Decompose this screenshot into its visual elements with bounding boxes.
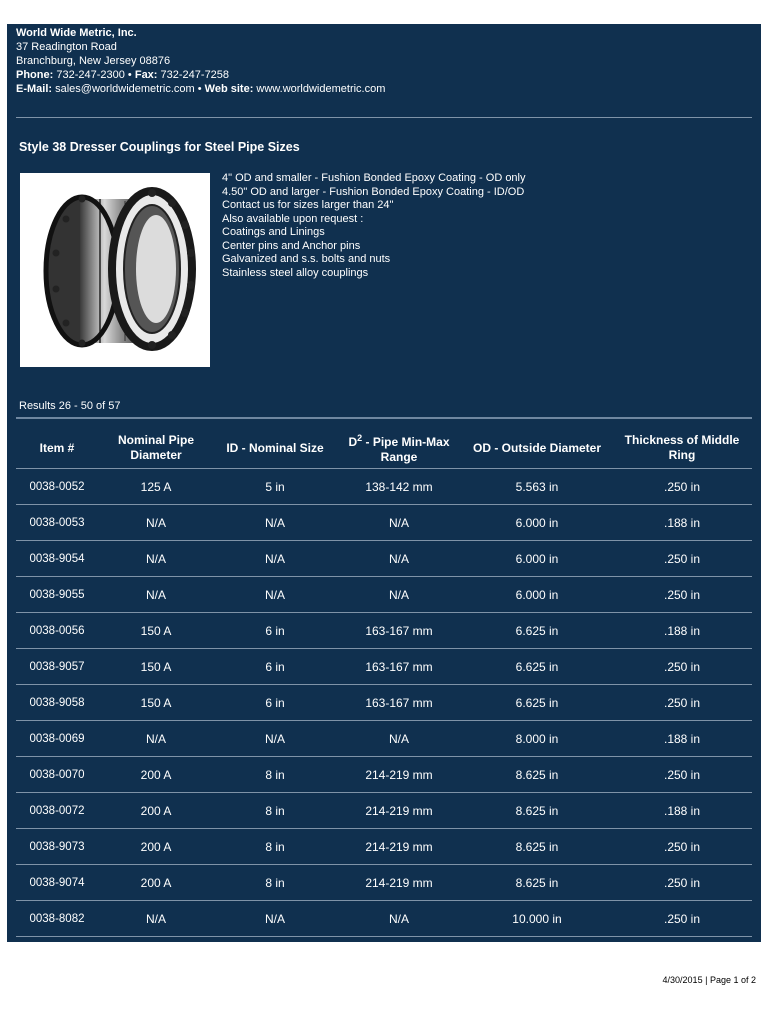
header-nominal-diameter[interactable]: Nominal Pipe Diameter <box>98 428 214 469</box>
cell-thickness: .250 in <box>612 577 752 613</box>
cell-thickness: .188 in <box>612 505 752 541</box>
cell-range: N/A <box>336 577 462 613</box>
cell-od: 6.000 in <box>462 577 612 613</box>
table-row[interactable] <box>16 793 752 829</box>
cell-id: N/A <box>214 721 336 757</box>
product-photo <box>20 173 210 367</box>
cell-thickness: .188 in <box>612 793 752 829</box>
cell-nominal: N/A <box>98 901 214 937</box>
feature-item: Stainless steel alloy couplings <box>222 266 369 279</box>
cell-id: 8 in <box>214 757 336 793</box>
cell-thickness: .250 in <box>612 901 752 937</box>
footer-date: 4/30/2015 <box>662 975 703 985</box>
cell-thickness: .250 in <box>612 685 752 721</box>
cell-thickness: .250 in <box>612 469 752 505</box>
table-row[interactable] <box>16 685 752 721</box>
cell-id: N/A <box>214 901 336 937</box>
cell-od: 8.625 in <box>462 793 612 829</box>
table-row[interactable] <box>16 649 752 685</box>
table-row[interactable] <box>16 757 752 793</box>
table-row[interactable] <box>16 577 752 613</box>
cell-item: 0038-0069 <box>16 721 98 757</box>
header-pipe-range-prefix: D <box>348 435 358 449</box>
cell-thickness: .250 in <box>612 541 752 577</box>
fax-label: Fax: <box>134 69 158 81</box>
cell-nominal: 200 A <box>98 829 214 865</box>
cell-od: 8.625 in <box>462 829 612 865</box>
company-info <box>16 26 385 96</box>
phone-label: Phone: <box>16 69 54 81</box>
footer-separator: | <box>705 975 708 985</box>
table-header-row <box>16 428 752 469</box>
table-row[interactable] <box>16 541 752 577</box>
cell-thickness: .250 in <box>612 649 752 685</box>
cell-item: 0038-9054 <box>16 541 98 577</box>
bullet-separator: • <box>127 69 132 81</box>
cell-range: 138-142 mm <box>336 469 462 505</box>
phone-number: 732-247-2300 <box>56 69 125 81</box>
cell-item: 0038-9073 <box>16 829 98 865</box>
table-row[interactable] <box>16 865 752 901</box>
cell-nominal: N/A <box>98 721 214 757</box>
cell-nominal: 200 A <box>98 865 214 901</box>
cell-nominal: N/A <box>98 505 214 541</box>
cell-range: N/A <box>336 505 462 541</box>
cell-od: 6.625 in <box>462 685 612 721</box>
cell-nominal: 150 A <box>98 613 214 649</box>
contact-email-web <box>16 82 385 96</box>
header-divider <box>16 117 752 118</box>
cell-thickness: .250 in <box>612 865 752 901</box>
cell-range: 214-219 mm <box>336 757 462 793</box>
cell-id: N/A <box>214 541 336 577</box>
cell-item: 0038-9057 <box>16 649 98 685</box>
cell-od: 8.000 in <box>462 721 612 757</box>
feature-item: Galvanized and s.s. bolts and nuts <box>222 253 391 265</box>
cell-id: 6 in <box>214 649 336 685</box>
header-pipe-range-text: - Pipe Min-Max Range <box>362 435 450 464</box>
feature-item: 4" OD and smaller - Fushion Bonded Epoxy Coating - OD only <box>222 172 526 184</box>
header-ring-thickness[interactable]: Thickness of Middle Ring <box>612 428 752 469</box>
cell-id: N/A <box>214 505 336 541</box>
cell-item: 0038-9074 <box>16 865 98 901</box>
cell-id: 8 in <box>214 829 336 865</box>
header-pipe-range[interactable] <box>336 428 462 469</box>
results-divider <box>16 417 752 419</box>
table-row[interactable] <box>16 901 752 937</box>
feature-item: Coatings and Linings <box>222 226 325 238</box>
results-count: Results 26 - 50 of 57 <box>19 400 121 412</box>
content-panel <box>7 24 761 942</box>
feature-item: 4.50" OD and larger - Fushion Bonded Epoxy Coating - ID/OD <box>222 185 525 198</box>
cell-range: 163-167 mm <box>336 649 462 685</box>
cell-item: 0038-9058 <box>16 685 98 721</box>
table-row[interactable] <box>16 469 752 505</box>
table-row[interactable] <box>16 613 752 649</box>
cell-od: 10.000 in <box>462 901 612 937</box>
cell-nominal: 125 A <box>98 469 214 505</box>
cell-item: 0038-0053 <box>16 505 98 541</box>
cell-thickness: .188 in <box>612 721 752 757</box>
cell-id: 5 in <box>214 469 336 505</box>
cell-thickness: .250 in <box>612 757 752 793</box>
cell-id: 8 in <box>214 793 336 829</box>
page-footer <box>663 975 756 985</box>
cell-nominal: 150 A <box>98 685 214 721</box>
cell-id: N/A <box>214 577 336 613</box>
cell-thickness: .188 in <box>612 613 752 649</box>
cell-nominal: N/A <box>98 577 214 613</box>
cell-nominal: 150 A <box>98 649 214 685</box>
cell-item: 0038-0072 <box>16 793 98 829</box>
fax-number: 732-247-7258 <box>160 69 230 81</box>
cell-nominal: 200 A <box>98 793 214 829</box>
product-title: Style 38 Dresser Couplings for Steel Pipe Sizes <box>19 140 300 154</box>
cell-od: 6.625 in <box>462 649 612 685</box>
feature-item: Contact us for sizes larger than 24" <box>222 199 394 211</box>
cell-item: 0038-0052 <box>16 469 98 505</box>
cell-item: 0038-8082 <box>16 901 98 937</box>
feature-item: Center pins and Anchor pins <box>222 239 361 252</box>
cell-item: 0038-9055 <box>16 577 98 613</box>
cell-range: 163-167 mm <box>336 685 462 721</box>
table-row[interactable] <box>16 829 752 865</box>
contact-phone-fax <box>16 68 385 82</box>
cell-id: 8 in <box>214 865 336 901</box>
cell-range: N/A <box>336 901 462 937</box>
header-outside-diameter[interactable]: OD - Outside Diameter <box>462 428 612 469</box>
company-name: World Wide Metric, Inc. <box>16 27 137 39</box>
cell-range: 214-219 mm <box>336 865 462 901</box>
website-link[interactable]: www.worldwidemetric.com <box>256 83 386 95</box>
cell-range: N/A <box>336 721 462 757</box>
email-link[interactable]: sales@worldwidemetric.com <box>55 83 195 95</box>
cell-od: 8.625 in <box>462 865 612 901</box>
footer-page-number: Page 1 of 2 <box>709 975 756 985</box>
cell-od: 6.000 in <box>462 505 612 541</box>
bullet-separator: • <box>197 83 202 95</box>
cell-nominal: N/A <box>98 541 214 577</box>
cell-od: 6.625 in <box>462 613 612 649</box>
coupling-illustration <box>20 173 210 367</box>
company-street: 37 Readington Road <box>16 41 117 53</box>
feature-list <box>222 172 526 280</box>
cell-id: 6 in <box>214 613 336 649</box>
header-id-nominal-size[interactable]: ID - Nominal Size <box>214 428 336 469</box>
website-label: Web site: <box>204 83 254 95</box>
cell-item: 0038-0056 <box>16 613 98 649</box>
cell-id: 6 in <box>214 685 336 721</box>
cell-od: 6.000 in <box>462 541 612 577</box>
cell-thickness: .250 in <box>612 829 752 865</box>
table-row[interactable] <box>16 721 752 757</box>
company-city: Branchburg, New Jersey 08876 <box>16 55 171 67</box>
cell-range: N/A <box>336 541 462 577</box>
header-item[interactable]: Item # <box>16 428 98 469</box>
cell-od: 5.563 in <box>462 469 612 505</box>
products-table <box>16 428 752 937</box>
email-label: E-Mail: <box>16 83 53 95</box>
cell-item: 0038-0070 <box>16 757 98 793</box>
cell-range: 214-219 mm <box>336 829 462 865</box>
cell-nominal: 200 A <box>98 757 214 793</box>
cell-range: 214-219 mm <box>336 793 462 829</box>
table-row[interactable] <box>16 505 752 541</box>
cell-od: 8.625 in <box>462 757 612 793</box>
feature-item: Also available upon request : <box>222 212 364 225</box>
cell-range: 163-167 mm <box>336 613 462 649</box>
header-pipe-range-superscript: 2 <box>357 433 363 443</box>
